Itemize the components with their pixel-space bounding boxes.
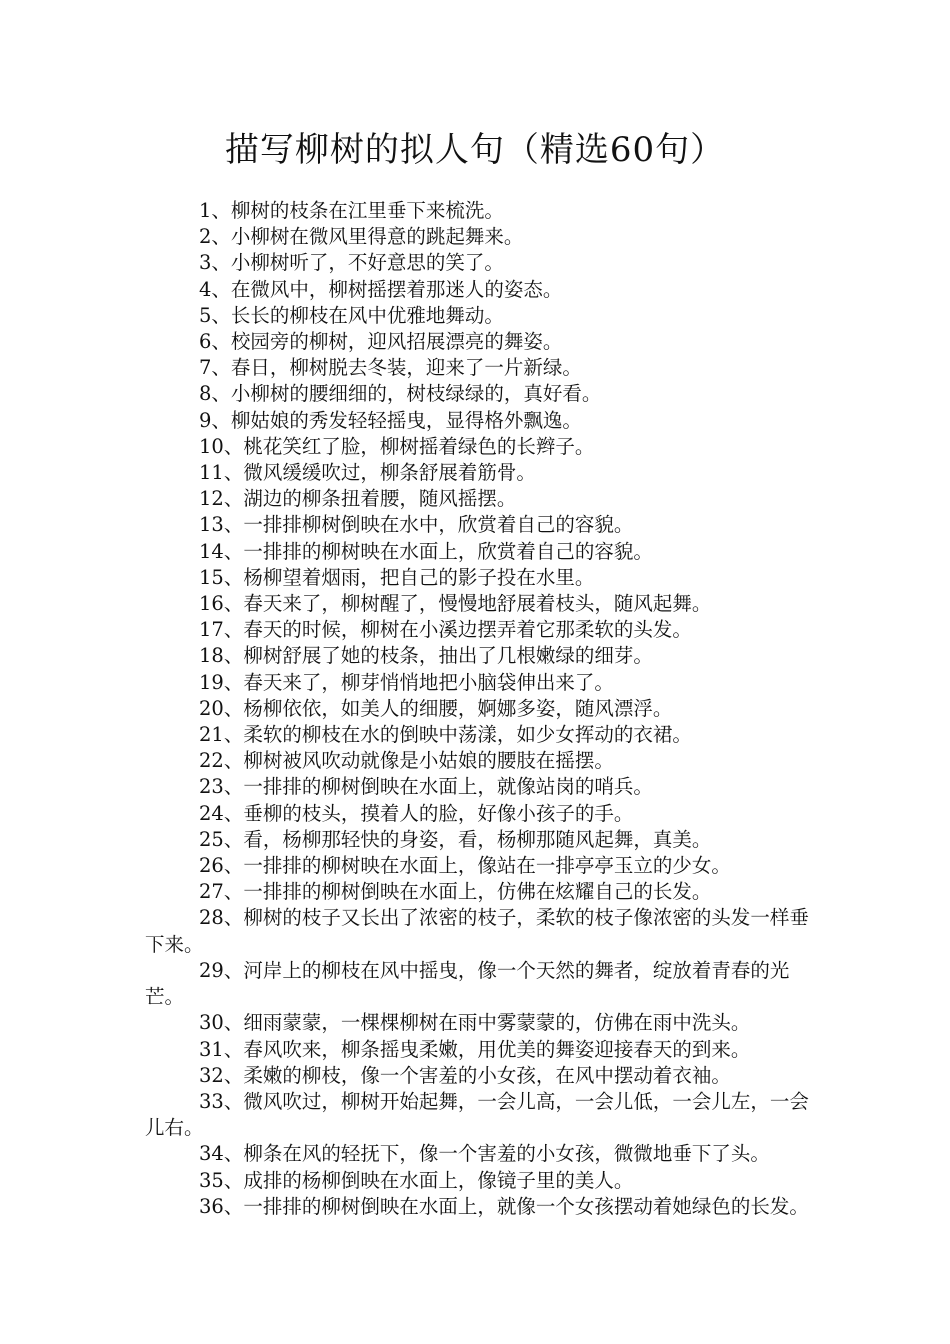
- sentence-item: 5、长长的柳枝在风中优雅地舞动。: [199, 303, 504, 327]
- sentence-item: 3、小柳树听了，不好意思的笑了。: [199, 251, 504, 275]
- sentence-item: 35、成排的杨柳倒映在水面上，像镜子里的美人。: [199, 1168, 634, 1192]
- sentence-item: 10、桃花笑红了脸，柳树摇着绿色的长辫子。: [199, 434, 595, 458]
- sentence-item: 23、一排排的柳树倒映在水面上，就像站岗的哨兵。: [199, 775, 653, 799]
- sentence-item: 16、春天来了，柳树醒了，慢慢地舒展着枝头，随风起舞。: [199, 592, 712, 616]
- sentence-item: 7、春日，柳树脱去冬装，迎来了一片新绿。: [199, 356, 582, 380]
- sentence-item: 29、河岸上的柳枝在风中摇曳，像一个天然的舞者，绽放着青春的光芒。: [145, 958, 790, 1009]
- sentence-item: 15、杨柳望着烟雨，把自己的影子投在水里。: [199, 565, 595, 589]
- sentence-item: 30、细雨蒙蒙，一棵棵柳树在雨中雾蒙蒙的，仿佛在雨中洗头。: [199, 1011, 751, 1035]
- sentence-item: 6、校园旁的柳树，迎风招展漂亮的舞姿。: [199, 330, 563, 354]
- sentence-item: 19、春天来了，柳芽悄悄地把小脑袋伸出来了。: [199, 670, 614, 694]
- sentence-item: 13、一排排柳树倒映在水中，欣赏着自己的容貌。: [199, 513, 634, 537]
- sentence-item: 1、柳树的枝条在江里垂下来梳洗。: [199, 199, 504, 222]
- sentence-item: 21、柔软的柳枝在水的倒映中荡漾，如少女挥动的衣裙。: [199, 723, 692, 747]
- sentence-item: 4、在微风中，柳树摇摆着那迷人的姿态。: [199, 277, 563, 301]
- sentence-item: 25、看，杨柳那轻快的身姿，看，杨柳那随风起舞，真美。: [199, 827, 712, 851]
- sentence-list: [145, 198, 825, 1220]
- sentence-item: 17、春天的时候，柳树在小溪边摆弄着它那柔软的头发。: [199, 618, 692, 642]
- sentence-item: 12、湖边的柳条扭着腰，随风摇摆。: [199, 487, 517, 511]
- sentence-item: 18、柳树舒展了她的枝条，抽出了几根嫩绿的细芽。: [199, 644, 653, 668]
- sentence-item: 11、微风缓缓吹过，柳条舒展着筋骨。: [199, 461, 536, 485]
- sentence-item: 31、春风吹来，柳条摇曳柔嫩，用优美的舞姿迎接春天的到来。: [199, 1037, 751, 1061]
- sentence-item: 28、柳树的枝子又长出了浓密的枝子，柔软的枝子像浓密的头发一样垂下来。: [145, 906, 809, 956]
- sentence-item: 22、柳树被风吹动就像是小姑娘的腰肢在摇摆。: [199, 749, 614, 773]
- sentence-item: 33、微风吹过，柳树开始起舞，一会儿高，一会儿低，一会儿左，一会儿右。: [145, 1089, 809, 1140]
- sentence-item: 34、柳条在风的轻抚下，像一个害羞的小女孩，微微地垂下了头。: [199, 1142, 770, 1166]
- sentence-item: 14、一排排的柳树映在水面上，欣赏着自己的容貌。: [199, 539, 653, 563]
- sentence-item: 9、柳姑娘的秀发轻轻摇曳，显得格外飘逸。: [199, 408, 582, 432]
- sentence-item: 32、柔嫩的柳枝，像一个害羞的小女孩，在风中摆动着衣袖。: [199, 1063, 731, 1087]
- sentence-item: 2、小柳树在微风里得意的跳起舞来。: [199, 225, 524, 249]
- sentence-item: 20、杨柳依依，如美人的细腰，婀娜多姿，随风漂浮。: [199, 696, 673, 720]
- sentence-item: 27、一排排的柳树倒映在水面上，仿佛在炫耀自己的长发。: [199, 880, 712, 904]
- sentence-item: 8、小柳树的腰细细的，树枝绿绿的，真好看。: [199, 382, 602, 406]
- page-title: 描写柳树的拟人句（精选60句）: [224, 130, 726, 170]
- sentence-item: 26、一排排的柳树映在水面上，像站在一排亭亭玉立的少女。: [199, 854, 731, 878]
- sentence-item: 36、一排排的柳树倒映在水面上，就像一个女孩摆动着她绿色的长发。: [199, 1194, 809, 1218]
- sentence-item: 24、垂柳的枝头，摸着人的脸，好像小孩子的手。: [199, 801, 634, 825]
